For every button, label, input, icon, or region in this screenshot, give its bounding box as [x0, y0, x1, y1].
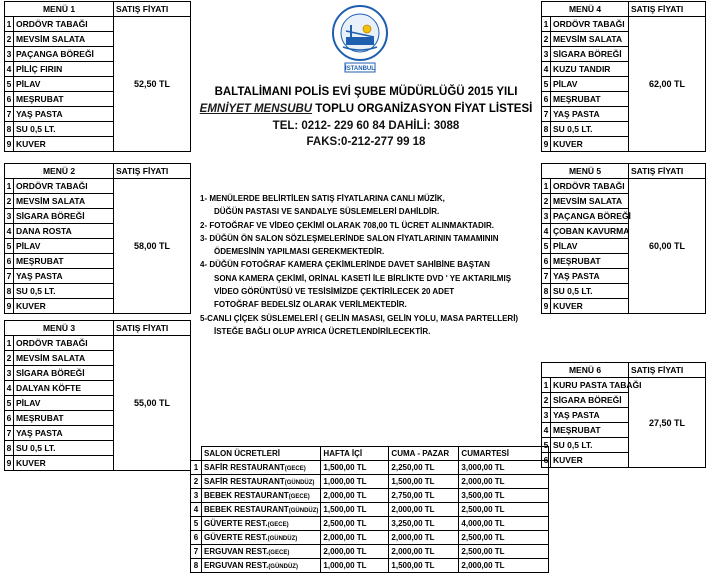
menu-item-name: MEŞRUBAT [551, 254, 629, 269]
menu-item-name: SU 0,5 LT. [551, 438, 629, 453]
menu-price: 60,00 TL [629, 179, 706, 314]
menu-item-number: 8 [5, 284, 14, 299]
salon-venue-session: (GECE) [288, 494, 310, 500]
salon-venue-session: (GÜNDÜZ) [268, 564, 298, 570]
menu-item-name: ORDÖVR TABAĞI [551, 17, 629, 32]
menu-item-row [542, 17, 706, 32]
menu-item-number: 7 [5, 426, 14, 441]
salon-row [191, 461, 549, 475]
menu-item-number: 2 [542, 194, 551, 209]
menu-price: 27,50 TL [629, 378, 706, 468]
menu-item-name: PİLAV [551, 77, 629, 92]
salon-row-number: 2 [191, 475, 202, 489]
menu-item-name: YAŞ PASTA [14, 269, 114, 284]
menu-item-number: 1 [542, 17, 551, 32]
menu-item-name: KUVER [14, 137, 114, 152]
salon-row-number: 6 [191, 531, 202, 545]
note-line: FOTOĞRAF BEDELSİZ OLARAK VERİLMEKTEDİR. [214, 300, 407, 310]
menu-item-number: 6 [5, 92, 14, 107]
salon-price: 1,000,00 TL [321, 475, 389, 489]
salon-row-number: 4 [191, 503, 202, 517]
menu-title: MENÜ 6 [542, 363, 629, 378]
menu-item-name: ORDÖVR TABAĞI [14, 336, 114, 351]
menu-item-number: 5 [542, 77, 551, 92]
salon-price: 3,500,00 TL [459, 489, 549, 503]
salon-row [191, 517, 549, 531]
menu-item-name: PİLAV [14, 396, 114, 411]
salon-price: 2,500,00 TL [459, 531, 549, 545]
menu-item-number: 7 [5, 107, 14, 122]
salon-price: 1,500,00 TL [389, 475, 459, 489]
menu-item-number: 7 [542, 107, 551, 122]
salon-price: 3,250,00 TL [389, 517, 459, 531]
salon-price: 2,000,00 TL [459, 475, 549, 489]
header-line-1: BALTALİMANI POLİS EVİ ŞUBE MÜDÜRLÜĞÜ 2015 YILI [214, 86, 518, 98]
salon-venue-session: (GECE) [284, 466, 306, 472]
menu-item-number: 4 [542, 224, 551, 239]
salon-price: 2,000,00 TL [389, 545, 459, 559]
salon-venue-session: (GECE) [267, 522, 289, 528]
menu-item-name: PİLAV [14, 239, 114, 254]
menu-item-number: 1 [5, 179, 14, 194]
header-phone: TEL: 0212- 229 60 84 DAHİLİ: 3088 [272, 120, 460, 132]
salon-row [191, 545, 549, 559]
salon-price: 1,500,00 TL [321, 503, 389, 517]
salon-row [191, 475, 549, 489]
menu-title: MENÜ 3 [5, 321, 114, 336]
menu-header-row [542, 363, 706, 378]
menu-item-number: 7 [542, 269, 551, 284]
menu-item-number: 8 [5, 441, 14, 456]
menu-item-number: 5 [5, 396, 14, 411]
menu-item-number: 3 [5, 47, 14, 62]
menu-item-name: ORDÖVR TABAĞI [14, 17, 114, 32]
salon-row-number: 7 [191, 545, 202, 559]
menu-item-number: 3 [542, 47, 551, 62]
note-line: SONA KAMERA ÇEKİMİ, ORİNAL KASETİ İLE BİRLİKTE DVD ' YE AKTARILMIŞ [214, 273, 512, 283]
menu-item-name: YAŞ PASTA [551, 269, 629, 284]
menu-price: 52,50 TL [114, 17, 191, 152]
salon-price: 2,500,00 TL [459, 545, 549, 559]
salon-venue-session: (GÜNDÜZ) [267, 536, 298, 542]
menu-header-row [5, 321, 191, 336]
salon-price: 1,500,00 TL [389, 559, 459, 573]
salon-row [191, 531, 549, 545]
salon-column-header: CUMARTESİ [459, 447, 549, 461]
menu-item-name: PAÇANGA BÖREĞİ [14, 47, 114, 62]
salon-venue [202, 503, 321, 517]
menu-item-name: MEVSİM SALATA [14, 32, 114, 47]
menu-item-name: KUVER [14, 299, 114, 314]
menu-4-table [541, 1, 706, 152]
price-header: SATIŞ FİYATI [114, 321, 191, 336]
menu-item-name: KUVER [551, 453, 629, 468]
menu-item-name: DALYAN KÖFTE [14, 381, 114, 396]
note-line: 2- FOTOĞRAF VE VİDEO ÇEKİMİ OLARAK 708,00 TL ÜCRET ALINMAKTADIR. [200, 220, 494, 230]
menu-item-number: 1 [5, 17, 14, 32]
menu-item-number: 1 [542, 179, 551, 194]
menu-item-name: SU 0,5 LT. [14, 122, 114, 137]
salon-price: 2,000,00 TL [321, 489, 389, 503]
note-line: 5-CANLI ÇİÇEK SÜSLEMELERİ ( GELİN MASASI, GELİN YOLU, MASA PARTELLERİ) [200, 313, 519, 323]
menu-item-number: 7 [5, 269, 14, 284]
menu-item-number: 2 [5, 351, 14, 366]
menu-item-name: MEVSİM SALATA [14, 194, 114, 209]
menu-item-name: SU 0,5 LT. [14, 441, 114, 456]
price-header: SATIŞ FİYATI [629, 363, 706, 378]
menu-item-name: KURU PASTA TABAĞI [551, 378, 629, 393]
menu-title: MENÜ 1 [5, 2, 114, 17]
menu-item-name: SU 0,5 LT. [551, 122, 629, 137]
menu-item-number: 2 [542, 393, 551, 408]
menu-item-name: YAŞ PASTA [551, 408, 629, 423]
menu-3-table [4, 320, 191, 471]
salon-venue [202, 559, 321, 573]
salon-price: 2,500,00 TL [459, 503, 549, 517]
menu-price: 55,00 TL [114, 336, 191, 471]
menu-item-name: KUVER [551, 299, 629, 314]
menu-item-name: PAÇANGA BÖREĞİ [551, 209, 629, 224]
salon-price: 2,000,00 TL [389, 503, 459, 517]
menu-item-number: 6 [542, 453, 551, 468]
menu-header-row [542, 164, 706, 179]
menu-item-number: 3 [542, 408, 551, 423]
menu-1-table [4, 1, 191, 152]
logo-bottom-text: İSTANBUL [345, 66, 375, 72]
menu-item-name: MEŞRUBAT [14, 92, 114, 107]
note-line: 4- DÜĞÜN FOTOĞRAF KAMERA ÇEKİMLERİNDE DAVET SAHİBİNE BAŞTAN [200, 260, 490, 270]
note-line: DÜĞÜN PASTASI VE SANDALYE SÜSLEMELERİ DAHİLDİR. [214, 207, 440, 217]
menu-item-name: MEŞRUBAT [551, 423, 629, 438]
menu-item-number: 2 [5, 32, 14, 47]
menu-item-name: MEŞRUBAT [14, 254, 114, 269]
note-line: ÖDEMESİNİN YAPILMASI GEREKMEKTEDİR. [214, 247, 385, 257]
menu-item-number: 2 [542, 32, 551, 47]
salon-row-number: 1 [191, 461, 202, 475]
menu-item-name: PİLAV [14, 77, 114, 92]
salon-price: 4,000,00 TL [459, 517, 549, 531]
salon-venue-name: GÜVERTE REST. [204, 519, 268, 528]
menu-item-number: 1 [5, 336, 14, 351]
menu-item-row [5, 336, 191, 351]
menu-item-name: SİGARA BÖREĞİ [551, 393, 629, 408]
salon-venue-name: SAFİR RESTAURANT [204, 477, 285, 486]
note-line: 1- MENÜLERDE BELİRTİLEN SATIŞ FİYATLARINA CANLI MÜZİK, [200, 194, 445, 203]
menu-header-row [5, 164, 191, 179]
menu-item-number: 9 [542, 299, 551, 314]
menu-title: MENÜ 2 [5, 164, 114, 179]
menu-item-number: 4 [5, 381, 14, 396]
menu-item-number: 9 [5, 137, 14, 152]
price-header: SATIŞ FİYATI [629, 164, 706, 179]
salon-venue [202, 489, 321, 503]
menu-item-name: MEŞRUBAT [14, 411, 114, 426]
salon-venue-session: (GECE) [268, 550, 290, 556]
note-line: 3- DÜĞÜN ÖN SALON SÖZLEŞMELERİNDE SALON FİYATLARININ TAMAMININ [200, 233, 499, 243]
menu-item-name: KUZU TANDIR [551, 62, 629, 77]
notes-block [200, 192, 535, 338]
menu-item-number: 5 [542, 438, 551, 453]
menu-item-name: MEŞRUBAT [551, 92, 629, 107]
menu-item-number: 8 [542, 122, 551, 137]
menu-item-name: YAŞ PASTA [551, 107, 629, 122]
menu-item-name: SU 0,5 LT. [14, 284, 114, 299]
menu-item-number: 3 [542, 209, 551, 224]
salon-price: 1,000,00 TL [321, 559, 389, 573]
header-fax: FAKS:0-212-277 99 18 [306, 136, 426, 148]
salon-price: 2,000,00 TL [459, 559, 549, 573]
salon-venue-name: ERGUVAN REST. [204, 547, 269, 556]
menu-item-number: 6 [542, 254, 551, 269]
salon-column-header: HAFTA İÇİ [321, 447, 389, 461]
menu-price: 62,00 TL [629, 17, 706, 152]
menu-item-number: 5 [5, 239, 14, 254]
menu-item-number: 2 [5, 194, 14, 209]
menu-title: MENÜ 4 [542, 2, 629, 17]
menu-item-name: KUVER [551, 137, 629, 152]
menu-header-row [5, 2, 191, 17]
note-line: İSTEĞE BAĞLI OLUP AYRICA ÜCRETLENDİRİLECEKTİR. [214, 326, 431, 336]
menu-item-name: SİGARA BÖREĞİ [551, 47, 629, 62]
salon-venue-session: (GÜNDÜZ) [288, 508, 319, 514]
salon-venue [202, 517, 321, 531]
salon-venue [202, 461, 321, 475]
salon-row-number: 3 [191, 489, 202, 503]
salon-price: 2,000,00 TL [321, 531, 389, 545]
salon-column-header: SALON ÜCRETLERİ [202, 447, 321, 461]
salon-venue-session: (GÜNDÜZ) [284, 480, 315, 486]
salon-price: 2,250,00 TL [389, 461, 459, 475]
menu-item-number: 9 [542, 137, 551, 152]
menu-item-number: 3 [5, 209, 14, 224]
menu-5-table [541, 163, 706, 314]
salon-price: 2,500,00 TL [321, 517, 389, 531]
salon-venue [202, 531, 321, 545]
header-emphasis: EMNİYET MENSUBU [199, 103, 313, 115]
salon-prices-table [190, 446, 549, 573]
salon-price: 2,000,00 TL [389, 531, 459, 545]
salon-venue-name: BEBEK RESTAURANT [204, 491, 289, 500]
menu-item-name: ÇOBAN KAVURMA [551, 224, 629, 239]
salon-column-header: CUMA - PAZAR [389, 447, 459, 461]
menu-item-name: SİGARA BÖREĞİ [14, 366, 114, 381]
menu-item-number: 6 [5, 254, 14, 269]
menu-price: 58,00 TL [114, 179, 191, 314]
price-header: SATIŞ FİYATI [114, 2, 191, 17]
menu-item-number: 8 [5, 122, 14, 137]
menu-2-table [4, 163, 191, 314]
salon-venue-name: SAFİR RESTAURANT [204, 463, 285, 472]
salon-row-number: 8 [191, 559, 202, 573]
salon-price: 3,000,00 TL [459, 461, 549, 475]
salon-venue-name: BEBEK RESTAURANT [204, 505, 289, 514]
menu-item-name: SİGARA BÖREĞİ [14, 209, 114, 224]
salon-price: 1,500,00 TL [321, 461, 389, 475]
salon-row [191, 559, 549, 573]
menu-item-number: 3 [5, 366, 14, 381]
menu-title: MENÜ 5 [542, 164, 629, 179]
menu-6-table [541, 362, 706, 468]
menu-item-name: MEVSİM SALATA [14, 351, 114, 366]
menu-item-row [542, 378, 706, 393]
salon-price: 2,000,00 TL [321, 545, 389, 559]
menu-item-name: ORDÖVR TABAĞI [14, 179, 114, 194]
salon-venue [202, 545, 321, 559]
menu-item-number: 9 [5, 456, 14, 471]
header-line-2 [196, 103, 536, 115]
menu-item-name: SU 0,5 LT. [551, 284, 629, 299]
menu-item-name: YAŞ PASTA [14, 107, 114, 122]
menu-item-number: 6 [5, 411, 14, 426]
salon-row-number: 5 [191, 517, 202, 531]
menu-item-number: 9 [5, 299, 14, 314]
menu-item-number: 4 [542, 423, 551, 438]
menu-item-name: PİLİÇ FIRIN [14, 62, 114, 77]
menu-item-name: PİLAV [551, 239, 629, 254]
menu-item-number: 6 [542, 92, 551, 107]
menu-item-number: 5 [542, 239, 551, 254]
salon-venue [202, 475, 321, 489]
salon-row [191, 489, 549, 503]
salon-header-row [191, 447, 549, 461]
salon-venue-name: ERGUVAN REST. [204, 561, 269, 570]
salon-price: 2,750,00 TL [389, 489, 459, 503]
menu-item-row [5, 17, 191, 32]
menu-item-name: MEVSİM SALATA [551, 32, 629, 47]
menu-item-name: MEVSİM SALATA [551, 194, 629, 209]
menu-item-number: 4 [5, 62, 14, 77]
menu-item-name: YAŞ PASTA [14, 426, 114, 441]
menu-item-number: 8 [542, 284, 551, 299]
menu-header-row [542, 2, 706, 17]
menu-item-number: 5 [5, 77, 14, 92]
header-line-2-rest: TOPLU ORGANİZASYON FİYAT LİSTESİ [312, 103, 533, 115]
menu-item-name: KUVER [14, 456, 114, 471]
salon-row [191, 503, 549, 517]
salon-venue-name: GÜVERTE REST. [204, 533, 268, 542]
menu-item-number: 1 [542, 378, 551, 393]
menu-item-number: 4 [542, 62, 551, 77]
menu-item-name: DANA ROSTA [14, 224, 114, 239]
price-header: SATIŞ FİYATI [629, 2, 706, 17]
menu-item-name: ORDÖVR TABAĞI [551, 179, 629, 194]
police-logo-icon [331, 3, 389, 83]
menu-item-row [5, 179, 191, 194]
price-header: SATIŞ FİYATI [114, 164, 191, 179]
note-line: VİDEO GÖRÜNTÜSÜ VE TESİSİMİZDE ÇEKTİRİLECEK 20 ADET [214, 287, 455, 297]
menu-item-row [542, 179, 706, 194]
menu-item-number: 4 [5, 224, 14, 239]
